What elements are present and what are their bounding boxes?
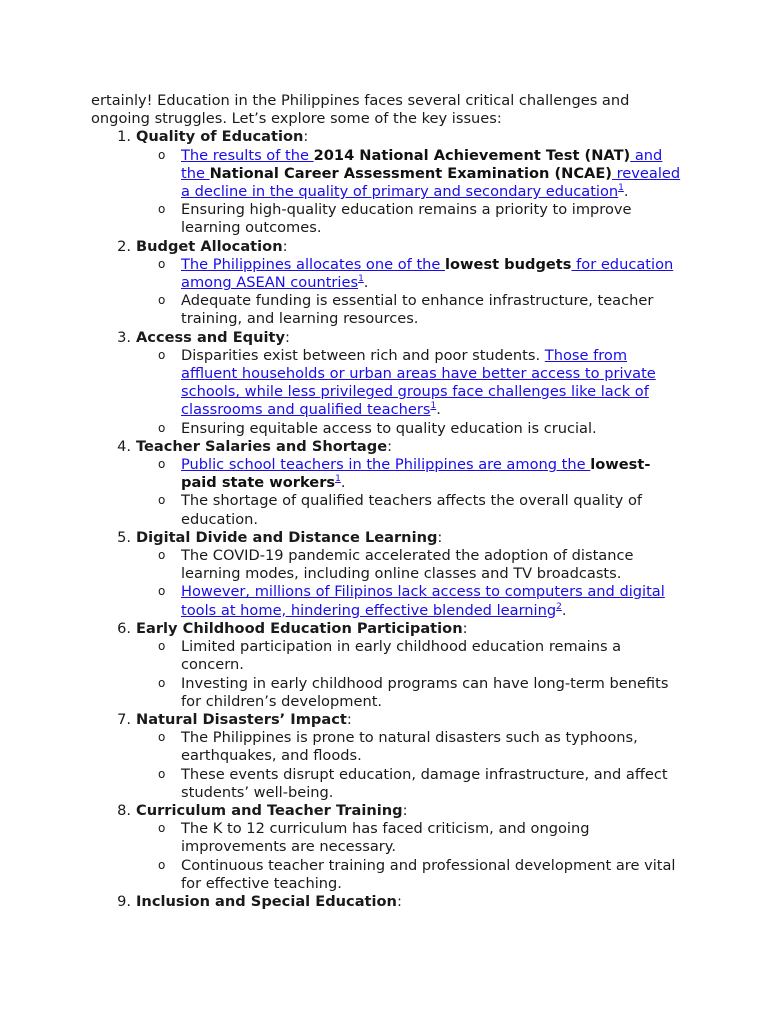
sub-text: Limited participation in early childhood education remains a concern. xyxy=(181,638,622,674)
sub-text: The Philippines is prone to natural disasters such as typhoons, earthquakes, and floods. xyxy=(181,729,638,765)
issue-number: 3. xyxy=(117,328,131,346)
teacher-salary-link[interactable]: Public school teachers in the Philippines are among the xyxy=(181,456,591,474)
sub-item xyxy=(158,492,691,528)
issue-number: 6. xyxy=(117,619,131,637)
bullet-icon: o xyxy=(158,766,166,781)
footnote-ref[interactable]: 1 xyxy=(618,183,624,194)
issue-title: Teacher Salaries and Shortage xyxy=(136,437,388,455)
issue-title: Budget Allocation xyxy=(136,237,283,255)
bullet-icon: o xyxy=(158,857,166,872)
sub-text: Adequate funding is essential to enhance infrastructure, teacher training, and learning resources. xyxy=(181,292,654,328)
bullet-icon: o xyxy=(158,457,166,472)
sub-item xyxy=(158,820,691,856)
lowest-budgets-bold: lowest budgets xyxy=(445,255,572,273)
ncae-bold: National Career Assessment Examination (NCAE) xyxy=(209,164,612,182)
issue-item xyxy=(91,802,691,893)
bullet-icon: o xyxy=(158,202,166,217)
sub-list xyxy=(136,638,691,711)
and-the-link[interactable]: and the xyxy=(181,146,663,182)
intro-paragraph xyxy=(91,92,691,128)
issue-title: Curriculum and Teacher Training xyxy=(136,801,403,819)
issue-item xyxy=(91,529,691,620)
issue-colon: : xyxy=(396,892,402,910)
sub-list xyxy=(136,820,691,893)
sub-item xyxy=(158,674,691,711)
bullet-icon: o xyxy=(158,293,166,308)
issue-title: Access and Equity xyxy=(136,328,286,346)
issues-list xyxy=(91,128,691,911)
issue-number: 7. xyxy=(117,710,131,728)
decline-link[interactable]: revealed a decline in the quality of primary and secondary education xyxy=(181,164,681,201)
issue-title: Natural Disasters’ Impact xyxy=(136,710,347,728)
footnote-ref[interactable]: 1 xyxy=(335,474,341,485)
sentence-end: . xyxy=(561,601,567,619)
issue-number: 2. xyxy=(117,237,131,255)
issue-colon: : xyxy=(282,237,288,255)
sub-list xyxy=(136,256,691,329)
intro-line-1: ertainly! Education in the Philippines faces several critical challenges and xyxy=(91,92,630,109)
issue-item xyxy=(91,329,691,438)
sub-item xyxy=(158,638,691,674)
sub-text: Ensuring equitable access to quality education is crucial. xyxy=(181,419,597,437)
nat-results-link[interactable]: The results of the xyxy=(181,146,314,164)
sub-item xyxy=(158,547,691,583)
sub-text: Disparities exist between rich and poor students. xyxy=(181,346,545,364)
bullet-icon: o xyxy=(158,347,166,362)
bullet-icon: o xyxy=(158,730,166,745)
sub-text: These events disrupt education, damage infrastructure, and affect students’ well-being. xyxy=(181,765,668,801)
sub-item xyxy=(158,765,691,802)
sentence-end: . xyxy=(340,474,346,492)
issue-colon: : xyxy=(346,710,352,728)
sub-text: The COVID-19 pandemic accelerated the adoption of distance learning modes, including online classes and TV broadcasts. xyxy=(181,547,634,583)
issue-item xyxy=(91,238,691,329)
sub-text: Investing in early childhood programs can have long-term benefits for children’s development. xyxy=(181,674,669,710)
sub-list xyxy=(136,347,691,438)
digital-divide-link[interactable]: However, millions of Filipinos lack access to computers and digital tools at home, hindering effective blended learning xyxy=(181,583,665,619)
issue-item xyxy=(91,128,691,237)
issue-item xyxy=(91,438,691,529)
sub-item xyxy=(158,201,691,237)
sub-list xyxy=(136,147,691,238)
affluent-households-link[interactable]: Those from affluent households or urban areas have better access to private schools, while less privileged groups face challenges like lack of classrooms and qualified teachers xyxy=(181,346,656,419)
sub-text: Continuous teacher training and professional development are vital for effective teaching. xyxy=(181,856,676,892)
bullet-icon: o xyxy=(158,256,166,271)
issue-number: 4. xyxy=(117,437,131,455)
sub-list xyxy=(136,547,691,620)
sub-text: The shortage of qualified teachers affects the overall quality of education. xyxy=(181,492,643,528)
budget-link[interactable]: The Philippines allocates one of the xyxy=(181,255,446,273)
bullet-icon: o xyxy=(158,675,166,690)
sentence-end: . xyxy=(363,274,369,292)
nat-bold: 2014 National Achievement Test (NAT) xyxy=(313,146,631,164)
issue-number: 9. xyxy=(117,892,131,910)
footnote-ref[interactable]: 1 xyxy=(430,401,437,412)
issue-colon: : xyxy=(437,528,443,546)
lowest-paid-bold: lowest-paid state workers xyxy=(181,456,651,492)
sub-item xyxy=(158,419,691,438)
document-page xyxy=(91,92,691,911)
footnote-ref[interactable]: 1 xyxy=(358,274,364,285)
issue-colon: : xyxy=(402,801,408,819)
bullet-icon: o xyxy=(158,548,166,563)
issue-title: Inclusion and Special Education xyxy=(136,892,397,910)
sub-text: Ensuring high-quality education remains a priority to improve learning outcomes. xyxy=(181,201,632,237)
issue-colon: : xyxy=(285,328,290,346)
issue-colon: : xyxy=(387,437,393,455)
bullet-icon: o xyxy=(158,821,166,836)
issue-number: 1. xyxy=(117,128,131,146)
sub-item xyxy=(158,456,691,492)
sub-text: The K to 12 curriculum has faced criticism, and ongoing improvements are necessary. xyxy=(181,820,590,856)
sentence-end: . xyxy=(623,183,629,201)
intro-line-2: ongoing struggles. Let’s explore some of the key issues: xyxy=(91,110,502,128)
sub-list xyxy=(136,729,691,802)
sub-list xyxy=(136,456,691,529)
issue-title: Quality of Education xyxy=(136,128,304,146)
issue-number: 8. xyxy=(117,801,131,819)
sub-item xyxy=(158,856,691,893)
footnote-ref[interactable]: 2 xyxy=(556,601,562,612)
issue-title: Digital Divide and Distance Learning xyxy=(136,528,438,546)
sub-item xyxy=(158,292,691,328)
bullet-icon: o xyxy=(158,584,166,599)
issue-number: 5. xyxy=(117,528,131,546)
sub-item xyxy=(158,583,691,619)
issue-item xyxy=(91,711,691,802)
asean-link[interactable]: for education among ASEAN countries xyxy=(181,255,674,292)
sentence-end: . xyxy=(436,401,441,419)
issue-item xyxy=(91,893,691,911)
issue-title: Early Childhood Education Participation xyxy=(136,619,463,637)
sub-item xyxy=(158,729,691,765)
issue-item xyxy=(91,620,691,711)
issue-colon: : xyxy=(303,128,309,146)
sub-item xyxy=(158,146,691,202)
bullet-icon: o xyxy=(158,493,166,508)
sub-item xyxy=(158,346,691,420)
sub-item xyxy=(158,255,691,292)
bullet-icon: o xyxy=(158,420,166,435)
bullet-icon: o xyxy=(158,147,166,162)
issue-colon: : xyxy=(462,619,468,637)
bullet-icon: o xyxy=(158,639,166,654)
